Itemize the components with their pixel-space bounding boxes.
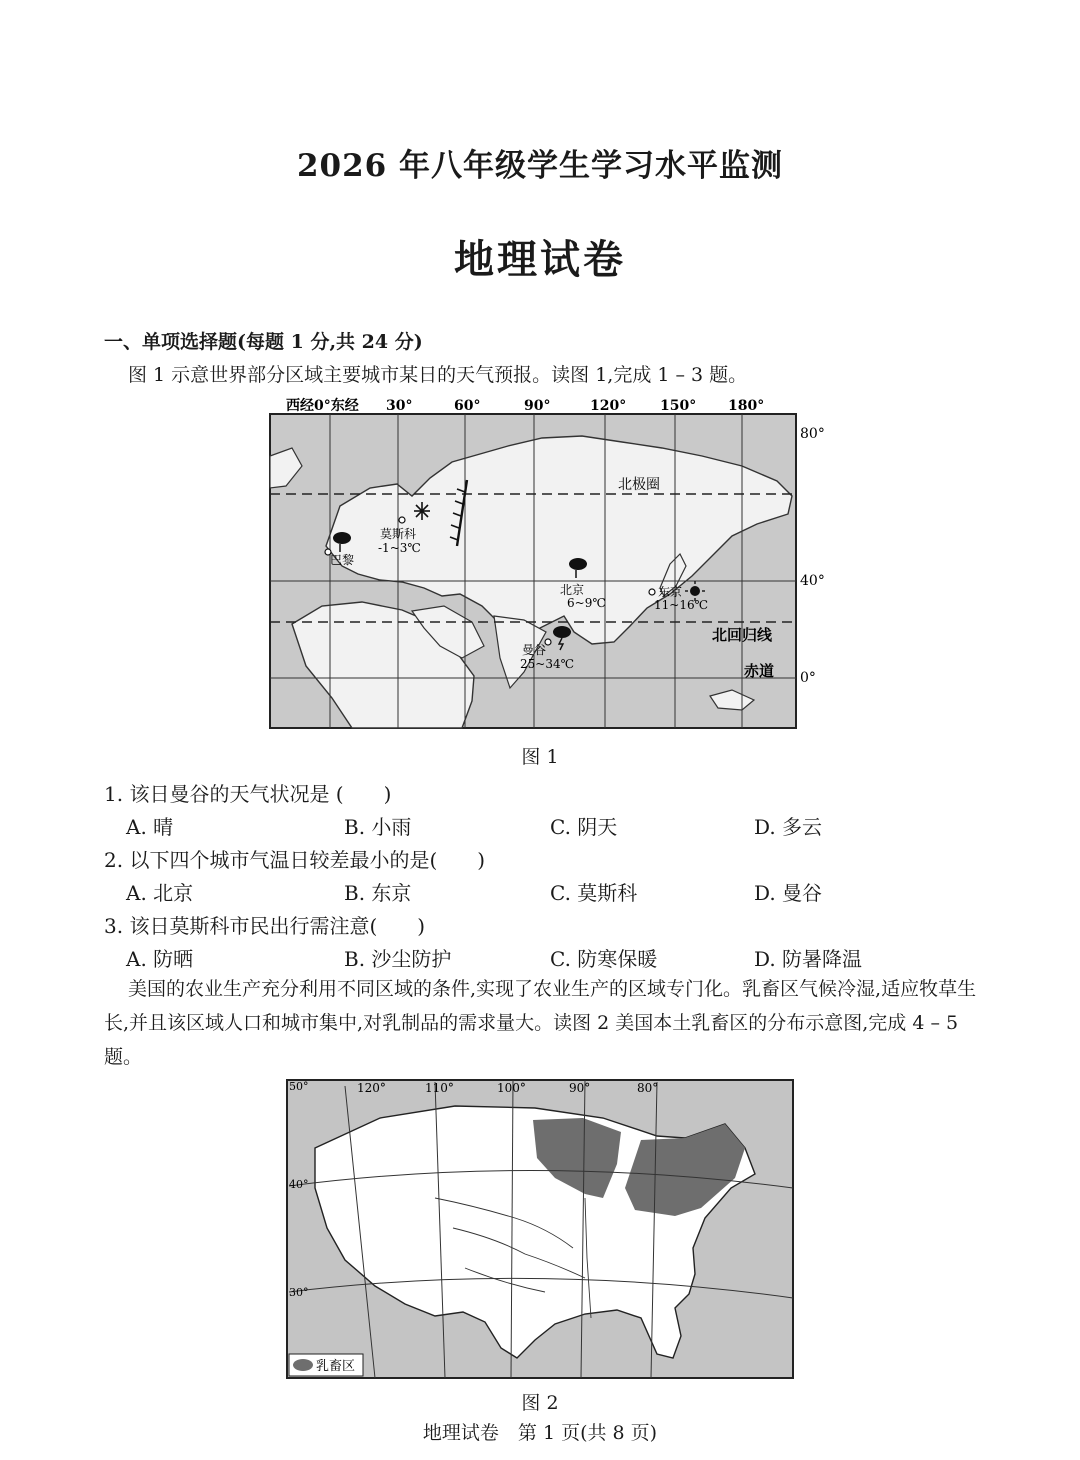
page-footer: 地理试卷 第 1 页(共 8 页) <box>422 1422 658 1444</box>
section-heading: 一、单项选择题(每题 1 分,共 24 分) <box>104 331 423 353</box>
q3-option-a: A. 防晒 <box>126 947 194 971</box>
subject-title: 地理试卷 <box>454 236 626 283</box>
beijing-temp: 6~9℃ <box>567 596 606 610</box>
q2-option-d: D. 曼谷 <box>754 881 823 905</box>
tropic-label: 北回归线 <box>712 626 773 644</box>
map2-lon-110: 110° <box>425 1081 454 1095</box>
q3-option-c: C. 防寒保暖 <box>550 947 658 971</box>
q1-option-d: D. 多云 <box>754 815 823 839</box>
map2-lat-40: 40° <box>289 1178 309 1191</box>
q2-option-c: C. 莫斯科 <box>550 881 638 905</box>
tokyo-temp: 11~16℃ <box>654 598 709 612</box>
question-1-stem: 1. 该日曼谷的天气状况是 ( ) <box>104 782 392 806</box>
paris-name: 巴黎 <box>330 553 355 567</box>
lat-label-0: 0° <box>800 670 816 686</box>
bangkok-name: 曼谷 <box>522 643 547 657</box>
lat-label-40: 40° <box>800 573 825 589</box>
lon-label-60: 60° <box>454 398 481 414</box>
map2-lon-100: 100° <box>497 1081 526 1095</box>
question-3-stem: 3. 该日莫斯科市民出行需注意( ) <box>104 914 426 938</box>
beijing-name: 北京 <box>560 583 585 597</box>
map2-legend <box>289 1354 363 1376</box>
figure1-caption: 图 1 <box>521 746 559 768</box>
question-2-stem: 2. 以下四个城市气温日较差最小的是( ) <box>104 848 486 872</box>
legend-dairy-label: 乳畜区 <box>316 1359 356 1374</box>
moscow-marker <box>399 517 405 523</box>
exam-title: 2026 年八年级学生学习水平监测 <box>296 148 784 184</box>
lon-label-90: 90° <box>524 398 551 414</box>
legend-dairy-swatch <box>293 1359 313 1371</box>
figure2-caption: 图 2 <box>521 1392 559 1414</box>
tokyo-marker <box>649 589 655 595</box>
q3-option-d: D. 防暑降温 <box>754 947 863 971</box>
figure2-map <box>285 1078 797 1382</box>
figure1-map <box>262 396 837 734</box>
q1-option-b: B. 小雨 <box>344 815 412 839</box>
q1-option-a: A. 晴 <box>126 815 174 839</box>
lon-label-180: 180° <box>728 398 765 414</box>
map2-lat-50: 50° <box>289 1080 309 1093</box>
moscow-name: 莫斯科 <box>380 527 417 541</box>
arctic-circle-label: 北极圈 <box>618 477 660 493</box>
moscow-temp: -1~3℃ <box>378 541 421 555</box>
tokyo-name: 东京 <box>658 585 683 599</box>
lon-label-30: 30° <box>386 398 413 414</box>
equator-label: 赤道 <box>744 662 775 680</box>
q3-option-b: B. 沙尘防护 <box>344 947 452 971</box>
lat-label-80: 80° <box>800 426 825 442</box>
figure1-intro: 图 1 示意世界部分区域主要城市某日的天气预报。读图 1,完成 1 – 3 题。 <box>128 364 748 386</box>
q2-option-b: B. 东京 <box>344 881 412 905</box>
snow-icon <box>414 502 430 520</box>
lon-label-0: 西经0°东经 <box>286 398 359 414</box>
q2-option-a: A. 北京 <box>126 881 194 905</box>
q1-option-c: C. 阴天 <box>550 815 618 839</box>
lon-label-120: 120° <box>590 398 627 414</box>
bangkok-temp: 25~34℃ <box>520 657 575 671</box>
map2-lon-90: 90° <box>569 1081 591 1095</box>
lon-label-150: 150° <box>660 398 697 414</box>
passage-2: 美国的农业生产充分利用不同区域的条件,实现了农业生产的区域专门化。乳畜区气候冷湿,适应牧草生长,并且该区域人口和城市集中,对乳制品的需求量大。读图 2 美国本土乳畜区的分布示意图,完成 4 – 5 题。 <box>104 978 977 1068</box>
map2-lat-30: 30° <box>289 1286 309 1299</box>
map2-lon-80: 80° <box>637 1081 659 1095</box>
map2-lon-120: 120° <box>357 1081 386 1095</box>
